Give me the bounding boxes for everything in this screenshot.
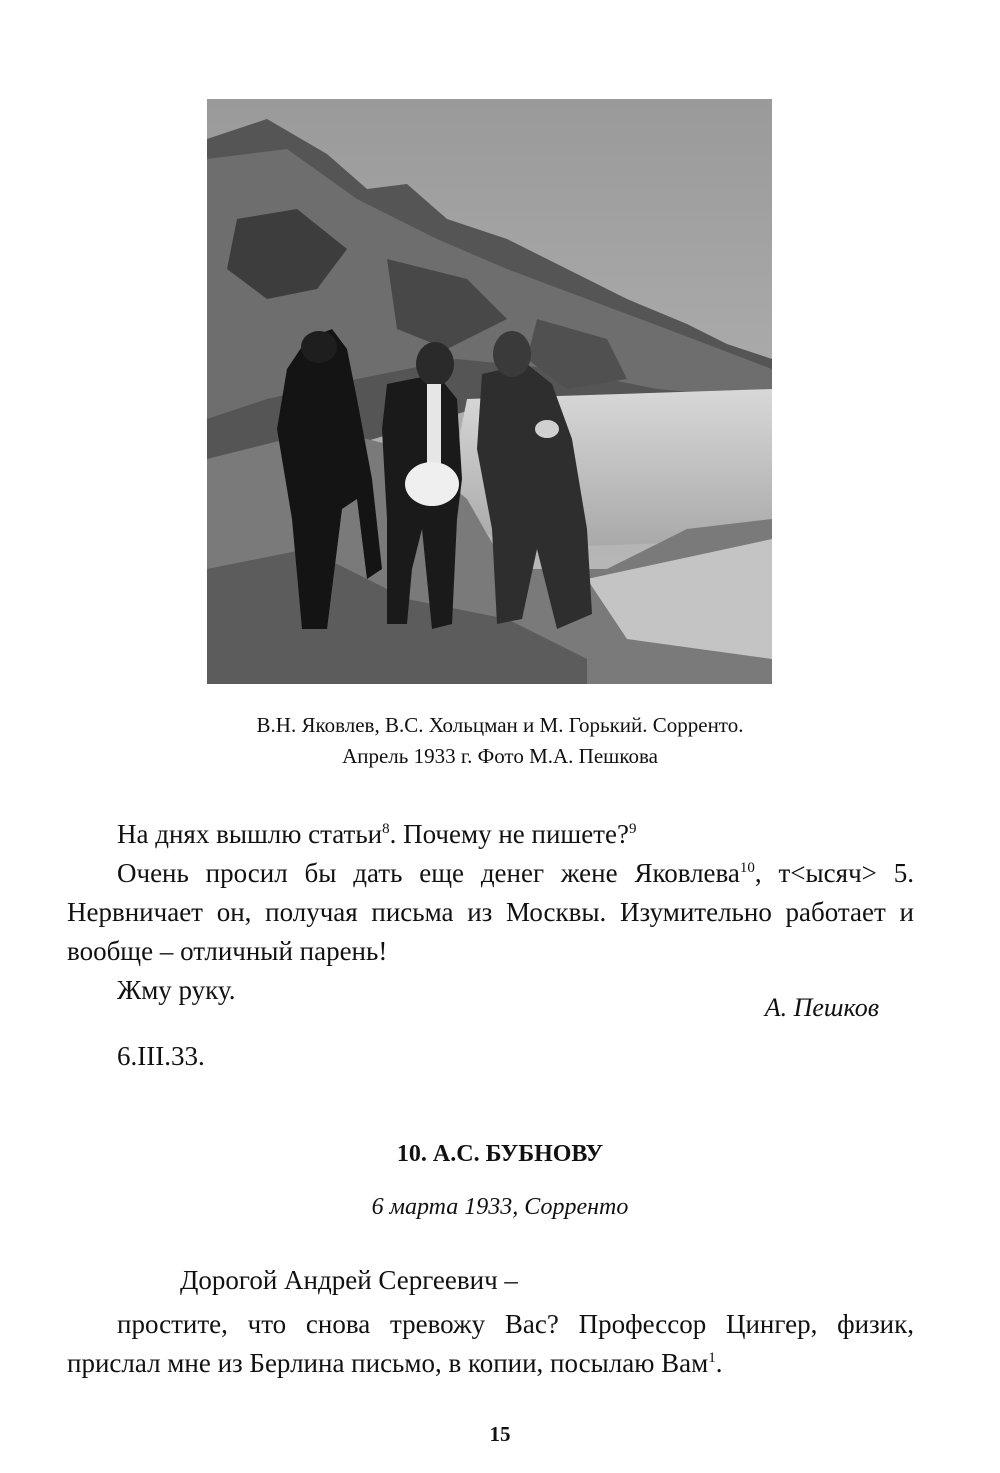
paragraph-2-text: Очень просил бы дать еще денег жене Яковлева — [117, 858, 740, 888]
footnote-ref-9: 9 — [628, 821, 637, 837]
page-number: 15 — [489, 1422, 511, 1446]
photo-caption — [0, 710, 1000, 772]
footnote-ref-10: 10 — [739, 860, 755, 876]
section-date-place: 6 марта 1933, Сорренто — [371, 1194, 629, 1220]
paragraph-1 — [67, 815, 914, 854]
paragraph-1-text-2: . Почему не пишете? — [389, 819, 629, 849]
letter-body — [67, 815, 914, 1010]
paragraph-3: Жму руку. — [117, 975, 236, 1005]
letter-paragraph-text: простите, что снова тревожу Вас? Профессор Цингер, физик, прислал мне из Берлина письмо, в копии, посылаю Вам — [67, 1309, 914, 1378]
photograph — [207, 99, 772, 684]
signature: А. Пешков — [764, 993, 879, 1022]
caption-line-1: В.Н. Яковлев, В.С. Хольцман и М. Горький. Сорренто. — [256, 713, 744, 737]
paragraph-2-text-2: , т<ысяч> 5. Нервничает он, получая письма из Москвы. Изумительно работает и вообще – отличный парень! — [67, 858, 914, 966]
paragraph-2 — [67, 854, 914, 971]
salutation: Дорогой Андрей Сергеевич – — [180, 1265, 518, 1295]
section-heading: 10. А.С. БУБНОВУ — [396, 1141, 604, 1167]
letter-text — [67, 1305, 914, 1383]
paragraph-1-text: На днях вышлю статьи — [117, 819, 383, 849]
footnote-ref-1: 1 — [708, 1350, 716, 1366]
photo-image — [207, 99, 772, 684]
letter-date: 6.III.33. — [117, 1041, 205, 1071]
footnote-ref-8: 8 — [382, 821, 390, 837]
letter-paragraph-end: . — [715, 1348, 723, 1378]
caption-line-2: Апрель 1933 г. Фото М.А. Пешкова — [342, 744, 658, 768]
letter-paragraph — [67, 1305, 914, 1383]
